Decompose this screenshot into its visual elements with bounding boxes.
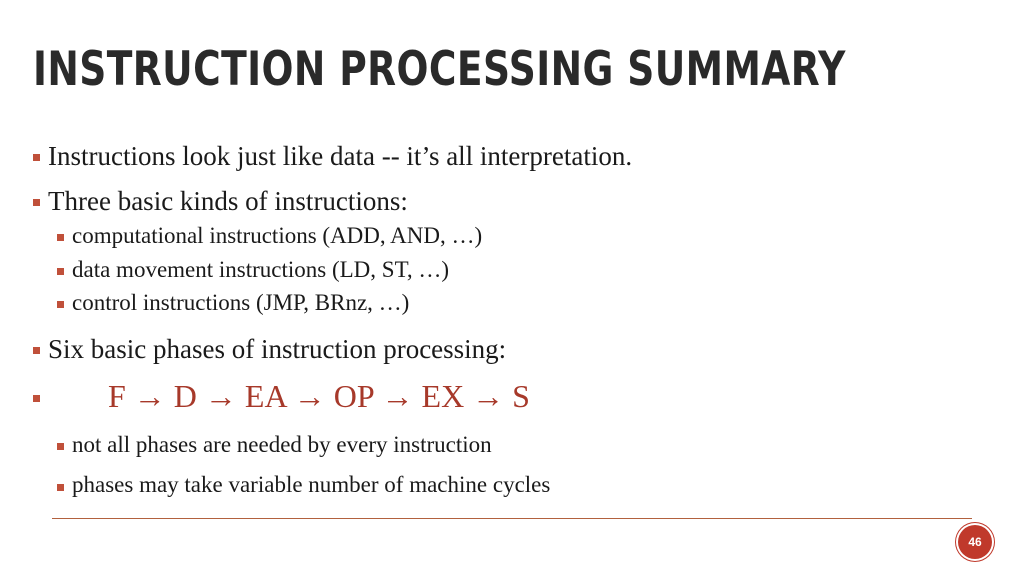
bullet-three-kinds: Three basic kinds of instructions: — [48, 186, 408, 216]
footer-divider — [52, 518, 972, 519]
slide-title: INSTRUCTION PROCESSING SUMMARY — [33, 42, 846, 97]
page-number-badge: 46 — [958, 525, 992, 559]
sub-bullet-marker — [57, 301, 64, 308]
bullet-instructions-like-data: Instructions look just like data -- it’s all interpretation. — [48, 141, 633, 171]
sub-bullet-marker — [57, 234, 64, 241]
sub-bullet-marker — [57, 268, 64, 275]
sub-bullet-data-movement: data movement instructions (LD, ST, …) — [72, 257, 450, 282]
sub-bullet-marker — [57, 484, 64, 491]
phase-flow: F → D → EA → OP → EX → S — [108, 378, 530, 414]
sub-bullet-not-all-phases: not all phases are needed by every instruction — [72, 432, 492, 457]
bullet-six-phases: Six basic phases of instruction processing: — [48, 334, 507, 364]
bullet-marker — [33, 395, 40, 402]
sub-bullet-variable-cycles: phases may take variable number of machine cycles — [72, 472, 551, 497]
sub-bullet-computational: computational instructions (ADD, AND, …) — [72, 223, 483, 248]
bullet-marker — [33, 154, 40, 161]
bullet-marker — [33, 347, 40, 354]
sub-bullet-control: control instructions (JMP, BRnz, …) — [72, 290, 410, 315]
bullet-marker — [33, 199, 40, 206]
sub-bullet-marker — [57, 443, 64, 450]
